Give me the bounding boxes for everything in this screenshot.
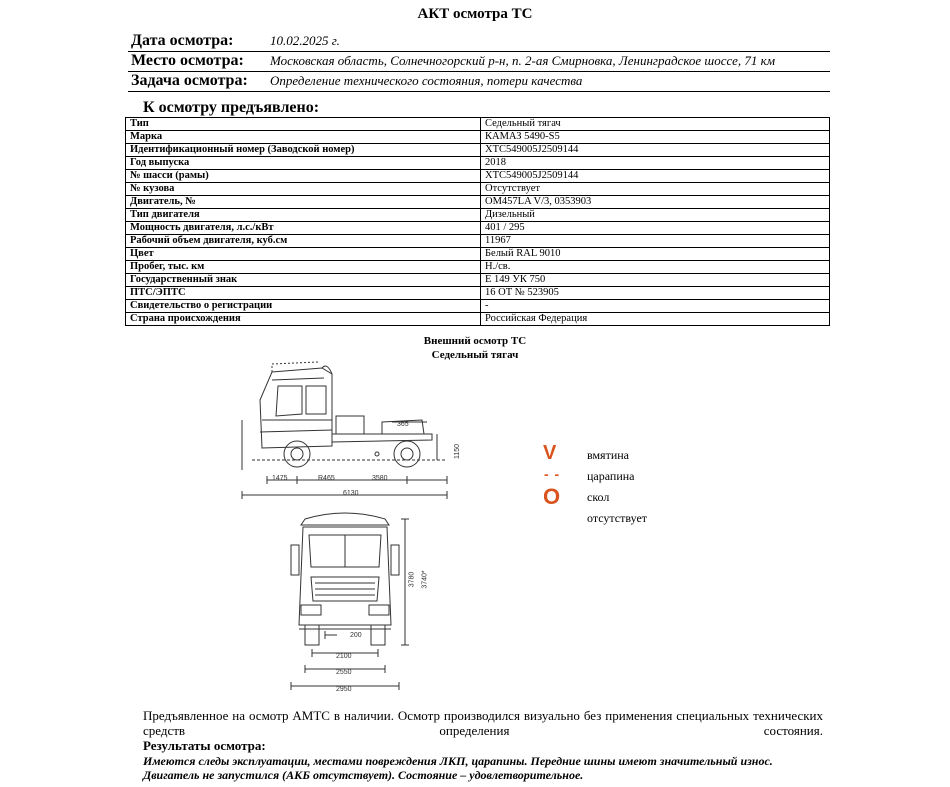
- spec-key: Пробег, тыс. км: [126, 261, 481, 274]
- spec-value: Отсутствует: [481, 183, 830, 196]
- dim-label: 365: [397, 421, 409, 428]
- scratch-marker-icon: - -: [544, 466, 561, 482]
- inspection-date-label: Дата осмотра:: [131, 32, 234, 49]
- table-row: [126, 144, 830, 157]
- external-inspection-subtitle: Седельный тягач: [431, 349, 519, 361]
- legend-chip-label: скол: [587, 490, 610, 504]
- spec-key: Мощность двигателя, л.с./кВт: [126, 222, 481, 235]
- spec-key: Свидетельство о регистрации: [126, 300, 481, 313]
- table-row: [126, 157, 830, 170]
- dim-label: 3580: [372, 475, 388, 482]
- spec-key: ПТС/ЭПТС: [126, 287, 481, 300]
- spec-value: Н./св.: [481, 261, 830, 274]
- dim-label: 2550: [336, 669, 352, 676]
- inspection-description: Предъявленное на осмотр АМТС в наличии. Осмотр производился визуально без применения специальных технических средств определения состояния.: [143, 708, 823, 738]
- spec-value: 11967: [481, 235, 830, 248]
- table-row: [126, 118, 830, 131]
- spec-key: Марка: [126, 131, 481, 144]
- spec-key: Тип двигателя: [126, 209, 481, 222]
- dim-label: 200: [350, 632, 362, 639]
- dim-label: 6130: [343, 490, 359, 497]
- dent-marker-icon: V: [543, 442, 557, 464]
- results-line-2: Двигатель не запустился (АКБ отсутствует). Состояние – удовлетворительное.: [143, 768, 584, 782]
- chip-marker-icon: O: [543, 484, 561, 509]
- table-row: [126, 274, 830, 287]
- spec-value: OM457LA V/3, 0353903: [481, 196, 830, 209]
- legend-dent-label: вмятина: [587, 448, 629, 462]
- dim-label: 3780: [408, 571, 416, 588]
- inspection-task-row: [128, 72, 830, 92]
- spec-value: Седельный тягач: [481, 118, 830, 131]
- inspection-place-row: [128, 52, 830, 72]
- table-row: [126, 196, 830, 209]
- dim-label: 1475: [272, 475, 288, 482]
- spec-key: Страна происхождения: [126, 313, 481, 326]
- inspection-task-label: Задача осмотра:: [131, 72, 248, 89]
- table-row: [126, 209, 830, 222]
- truck-side-view-drawing: [232, 360, 472, 505]
- spec-value: XTC549005J2509144: [481, 144, 830, 157]
- table-row: [126, 261, 830, 274]
- inspection-place-value: Московская область, Солнечногорский р-н, п. 2-ая Смирновка, Ленинградское шоссе, 71 км: [270, 53, 776, 68]
- results-line-1: Имеются следы эксплуатации, местами повреждения ЛКП, царапины. Передние шины имеют значительный износ.: [143, 754, 773, 768]
- table-row: [126, 248, 830, 261]
- spec-key: Цвет: [126, 248, 481, 261]
- results-title: Результаты осмотра:: [143, 738, 266, 753]
- table-row: [126, 222, 830, 235]
- dim-label: 1150: [454, 443, 462, 460]
- dim-label: 3740*: [421, 570, 429, 589]
- table-row: [126, 131, 830, 144]
- table-row: [126, 170, 830, 183]
- spec-value: Е 149 УК 750: [481, 274, 830, 287]
- spec-key: Двигатель, №: [126, 196, 481, 209]
- spec-key: Тип: [126, 118, 481, 131]
- table-row: [126, 183, 830, 196]
- table-row: [126, 300, 830, 313]
- spec-value: Белый RAL 9010: [481, 248, 830, 261]
- vehicle-spec-table: [125, 117, 830, 326]
- dim-label: 2100: [336, 653, 352, 660]
- spec-key: Идентификационный номер (Заводской номер): [126, 144, 481, 157]
- table-row: [126, 313, 830, 326]
- inspection-place-label: Место осмотра:: [131, 52, 244, 69]
- spec-key: № кузова: [126, 183, 481, 196]
- inspection-date-value: 10.02.2025 г.: [270, 33, 340, 48]
- spec-value: XTC549005J2509144: [481, 170, 830, 183]
- spec-value: -: [481, 300, 830, 313]
- spec-value: Дизельный: [481, 209, 830, 222]
- legend-scratch-label: царапина: [587, 469, 635, 483]
- spec-value: 16 ОТ № 523905: [481, 287, 830, 300]
- table-row: [126, 235, 830, 248]
- table-row: [126, 287, 830, 300]
- dim-label: R465: [318, 475, 335, 482]
- spec-key: Год выпуска: [126, 157, 481, 170]
- dim-label: 2950: [336, 686, 352, 693]
- section-title: К осмотру предъявлено:: [143, 99, 320, 116]
- document-title: АКТ осмотра ТС: [417, 6, 533, 22]
- legend-missing-label: отсутствует: [587, 511, 648, 525]
- inspection-task-value: Определение технического состояния, потери качества: [270, 73, 583, 88]
- spec-key: Государственный знак: [126, 274, 481, 287]
- external-inspection-title: Внешний осмотр ТС: [423, 335, 527, 347]
- spec-key: № шасси (рамы): [126, 170, 481, 183]
- spec-value: 401 / 295: [481, 222, 830, 235]
- spec-value: Российская Федерация: [481, 313, 830, 326]
- inspection-date-row: [128, 32, 830, 52]
- spec-key: Рабочий объем двигателя, куб.см: [126, 235, 481, 248]
- spec-value: КАМАЗ 5490-S5: [481, 131, 830, 144]
- truck-front-view-drawing: [285, 505, 425, 700]
- spec-value: 2018: [481, 157, 830, 170]
